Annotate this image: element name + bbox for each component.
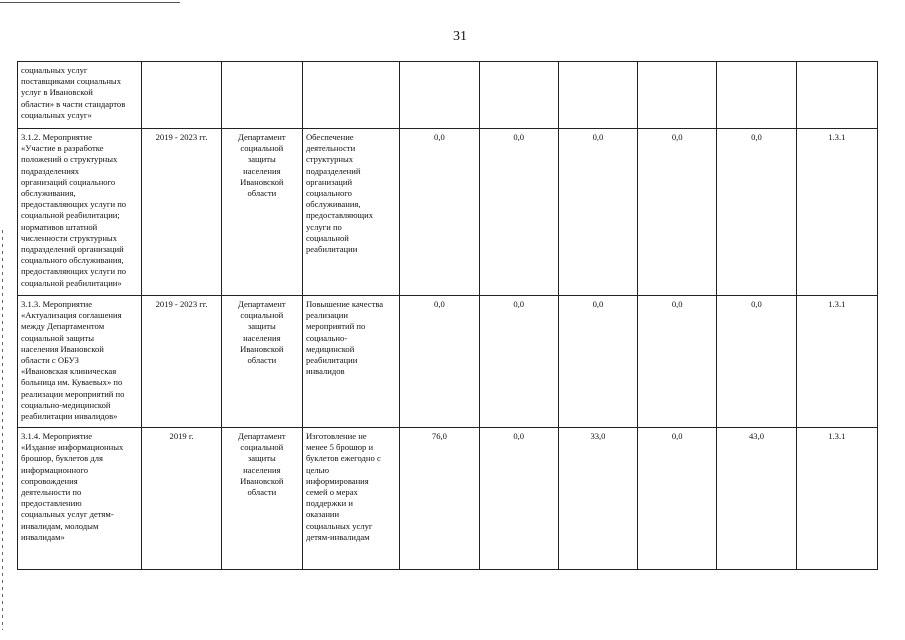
- scan-edge: [2, 230, 3, 630]
- cell-executor: Департамент социальной защиты населения Ивановской области: [221, 129, 302, 296]
- cell-value: 0,0: [638, 296, 717, 428]
- table-row: [18, 296, 878, 428]
- cell-executor: Департамент социальной защиты населения Ивановской области: [221, 296, 302, 428]
- table-row: [18, 428, 878, 570]
- cell-value: [638, 62, 717, 129]
- cell-indicator: 1.3.1: [796, 129, 877, 296]
- cell-value: 0,0: [479, 428, 558, 570]
- cell-value: 0,0: [479, 296, 558, 428]
- cell-value: 0,0: [638, 428, 717, 570]
- cell-period: 2019 - 2023 гг.: [142, 296, 221, 428]
- cell-name: социальных услуг поставщиками социальных услуг в Ивановской области» в части стандартов социальных услуг»: [18, 62, 142, 129]
- cell-indicator: 1.3.1: [796, 296, 877, 428]
- top-rule: [0, 2, 180, 3]
- cell-value: 0,0: [717, 296, 796, 428]
- program-table: [17, 61, 878, 570]
- cell-value: 76,0: [400, 428, 479, 570]
- cell-name: 3.1.2. Мероприятие «Участие в разработке положений о структурных подразделениях организаций социального обслуживания, предоставляющих услуги по социальной реабилитации; нормативов штатной численности структурных подразделений организаций социального обслуживания, предоставляющих услуги по социальной реабилитации»: [18, 129, 142, 296]
- cell-value: 0,0: [558, 296, 637, 428]
- cell-result: Изготовление не менее 5 брошюр и буклетов ежегодно с целью информирования семей о мерах поддержки и оказании социальных услуг детям-инвалидам: [302, 428, 399, 570]
- cell-value: 0,0: [479, 129, 558, 296]
- cell-value: 0,0: [400, 296, 479, 428]
- cell-period: 2019 - 2023 гг.: [142, 129, 221, 296]
- cell-value: 0,0: [717, 129, 796, 296]
- cell-result: Обеспечение деятельности структурных подразделений организаций социального обслуживания, предоставляющих услуги по социальной реабилитации: [302, 129, 399, 296]
- table-row: [18, 129, 878, 296]
- cell-value: 33,0: [558, 428, 637, 570]
- cell-period: 2019 г.: [142, 428, 221, 570]
- table-row: [18, 62, 878, 129]
- cell-result: Повышение качества реализации мероприятий по социально- медицинской реабилитации инвалидов: [302, 296, 399, 428]
- cell-executor: Департамент социальной защиты населения Ивановской области: [221, 428, 302, 570]
- cell-executor: [221, 62, 302, 129]
- cell-indicator: [796, 62, 877, 129]
- cell-indicator: 1.3.1: [796, 428, 877, 570]
- cell-value: [558, 62, 637, 129]
- cell-value: 43,0: [717, 428, 796, 570]
- cell-value: 0,0: [400, 129, 479, 296]
- cell-period: [142, 62, 221, 129]
- cell-value: [400, 62, 479, 129]
- cell-value: 0,0: [558, 129, 637, 296]
- cell-value: [717, 62, 796, 129]
- cell-name: 3.1.3. Мероприятие «Актуализация соглашения между Департаментом социальной защиты населения Ивановской области с ОБУЗ «Ивановская клиническая больница им. Куваевых» по реализации мероприятий по социально-медицинской реабилитации инвалидов»: [18, 296, 142, 428]
- cell-name: 3.1.4. Мероприятие «Издание информационных брошюр, буклетов для информационного сопровождения деятельности по предоставлению социальных услуг детям- инвалидам, молодым инвалидам»: [18, 428, 142, 570]
- page-number: 31: [453, 29, 467, 44]
- cell-value: 0,0: [638, 129, 717, 296]
- cell-value: [479, 62, 558, 129]
- cell-result: [302, 62, 399, 129]
